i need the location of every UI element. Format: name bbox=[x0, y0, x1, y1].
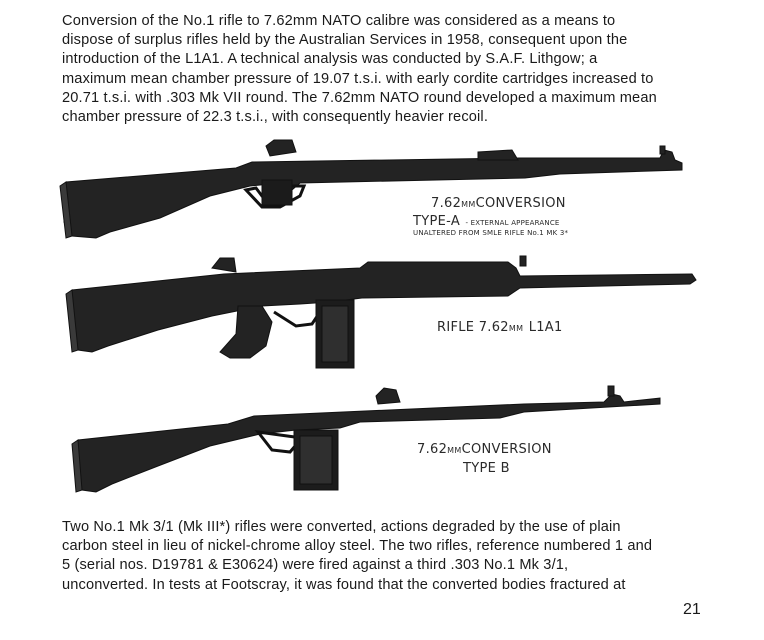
rifle-type-a-image bbox=[60, 140, 682, 238]
caption-a-note: - EXTERNAL APPEARANCE bbox=[465, 219, 560, 227]
caption-a-type: TYPE-A bbox=[413, 214, 461, 229]
caption-l1a1-prefix: RIFLE 7.62 bbox=[437, 320, 509, 335]
text-line: 20.71 t.s.i. with .303 Mk VII round. The 7.62mm NATO round developed a maximum mean bbox=[62, 89, 657, 106]
text-line: 5 (serial nos. D19781 & E30624) were fired against a third .303 No.1 Mk 3/1, bbox=[62, 557, 569, 574]
bottom-paragraph bbox=[62, 518, 702, 595]
text-line: dispose of surplus rifles held by the Australian Services in 1958, consequent upon the bbox=[62, 32, 628, 49]
text-line: unconverted. In tests at Footscray, it was found that the converted bodies fractured at bbox=[62, 576, 626, 593]
caption-l1a1-unit: MM bbox=[508, 324, 524, 333]
caption-b-type: TYPE B bbox=[463, 461, 510, 476]
caption-a-number: 7.62 bbox=[431, 196, 462, 211]
text-line: Two No.1 Mk 3/1 (Mk III*) rifles were converted, actions degraded by the use of plain bbox=[62, 519, 621, 535]
caption-b-word: CONVERSION bbox=[461, 442, 552, 457]
caption-a-unit: MM bbox=[461, 200, 476, 209]
caption-b-unit: MM bbox=[447, 446, 462, 455]
caption-l1a1-suffix: L1A1 bbox=[528, 320, 563, 335]
caption-type-a bbox=[413, 192, 568, 237]
text-line: Conversion of the No.1 rifle to 7.62mm NATO calibre was considered as a means to bbox=[62, 13, 616, 29]
rifle-l1a1-image bbox=[66, 256, 696, 368]
text-line: chamber pressure of 22.3 t.s.i., with consequently heavier recoil. bbox=[62, 109, 489, 126]
rifle-type-b-image bbox=[72, 386, 660, 492]
caption-a-word: CONVERSION bbox=[475, 196, 566, 211]
caption-b-number: 7.62 bbox=[417, 442, 448, 457]
caption-type-b bbox=[417, 438, 552, 476]
text-line: carbon steel in lieu of nickel-chrome alloy steel. The two rifles, reference numbered 1 and bbox=[62, 538, 653, 555]
text-line: maximum mean chamber pressure of 19.07 t.s.i. with early cordite cartridges increased to bbox=[62, 70, 654, 87]
caption-l1a1 bbox=[437, 316, 563, 335]
caption-a-line3: UNALTERED FROM SMLE RIFLE No.1 MK 3* bbox=[413, 229, 569, 237]
text-line: introduction of the L1A1. A technical analysis was conducted by S.A.F. Lithgow; a bbox=[62, 51, 598, 68]
page-number: 21 bbox=[683, 601, 701, 618]
